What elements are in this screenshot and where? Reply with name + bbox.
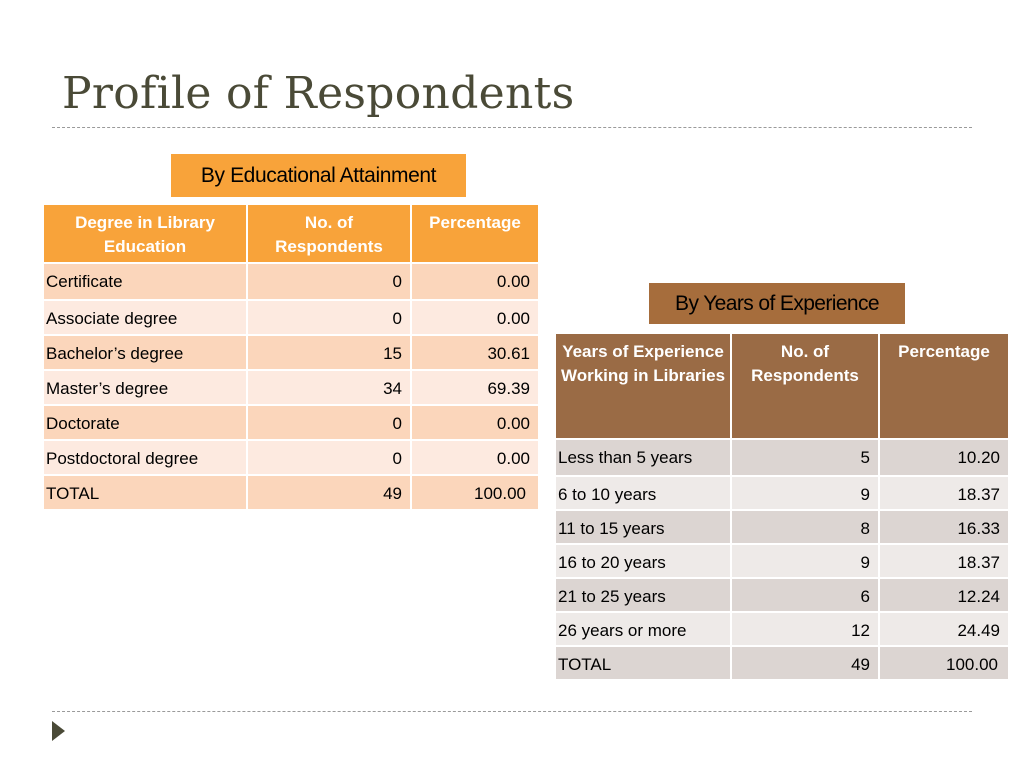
table-row-total xyxy=(43,475,539,510)
education-caption: By Educational Attainment xyxy=(171,154,466,197)
column-header-count: No. of Respondents xyxy=(731,333,879,439)
row-percentage: 100.00 xyxy=(879,646,1009,680)
row-percentage: 0.00 xyxy=(411,263,539,300)
table-row xyxy=(555,544,1009,578)
row-count: 9 xyxy=(731,476,879,510)
row-percentage: 18.37 xyxy=(879,476,1009,510)
row-label: 21 to 25 years xyxy=(555,578,731,612)
row-count: 0 xyxy=(247,263,411,300)
play-triangle-icon xyxy=(52,721,65,741)
experience-table xyxy=(554,332,1010,681)
table-row xyxy=(43,335,539,370)
row-label: Certificate xyxy=(43,263,247,300)
row-label: Postdoctoral degree xyxy=(43,440,247,475)
row-percentage: 30.61 xyxy=(411,335,539,370)
column-header-percentage: Percentage xyxy=(411,204,539,263)
row-percentage: 0.00 xyxy=(411,300,539,335)
column-header-percentage: Percentage xyxy=(879,333,1009,439)
row-count: 49 xyxy=(247,475,411,510)
column-header-count: No. of Respondents xyxy=(247,204,411,263)
row-label: TOTAL xyxy=(43,475,247,510)
table-row xyxy=(555,439,1009,476)
table-header-row xyxy=(43,204,539,263)
column-header-years: Years of Experience Working in Libraries xyxy=(555,333,731,439)
table-row xyxy=(555,578,1009,612)
table-row xyxy=(555,510,1009,544)
row-percentage: 0.00 xyxy=(411,405,539,440)
table-row xyxy=(43,300,539,335)
row-count: 9 xyxy=(731,544,879,578)
row-percentage: 24.49 xyxy=(879,612,1009,646)
footer-divider xyxy=(52,711,972,712)
row-count: 5 xyxy=(731,439,879,476)
slide-title: Profile of Respondents xyxy=(62,68,575,119)
table-row xyxy=(43,370,539,405)
table-row xyxy=(43,263,539,300)
row-count: 8 xyxy=(731,510,879,544)
row-count: 0 xyxy=(247,300,411,335)
table-row-total xyxy=(555,646,1009,680)
row-label: 16 to 20 years xyxy=(555,544,731,578)
row-count: 15 xyxy=(247,335,411,370)
row-percentage: 16.33 xyxy=(879,510,1009,544)
experience-caption: By Years of Experience xyxy=(649,283,905,324)
row-percentage: 18.37 xyxy=(879,544,1009,578)
row-count: 34 xyxy=(247,370,411,405)
education-table xyxy=(42,203,540,511)
column-header-degree: Degree in Library Education xyxy=(43,204,247,263)
table-row xyxy=(43,440,539,475)
row-count: 0 xyxy=(247,440,411,475)
row-percentage: 100.00 xyxy=(411,475,539,510)
row-label: 11 to 15 years xyxy=(555,510,731,544)
row-percentage: 0.00 xyxy=(411,440,539,475)
table-row xyxy=(555,612,1009,646)
row-label: 26 years or more xyxy=(555,612,731,646)
row-label: TOTAL xyxy=(555,646,731,680)
row-label: Associate degree xyxy=(43,300,247,335)
row-label: 6 to 10 years xyxy=(555,476,731,510)
row-label: Master’s degree xyxy=(43,370,247,405)
row-label: Bachelor’s degree xyxy=(43,335,247,370)
row-label: Doctorate xyxy=(43,405,247,440)
row-count: 12 xyxy=(731,612,879,646)
row-count: 6 xyxy=(731,578,879,612)
table-row xyxy=(555,476,1009,510)
title-divider xyxy=(52,127,972,128)
table-row xyxy=(43,405,539,440)
row-count: 0 xyxy=(247,405,411,440)
row-count: 49 xyxy=(731,646,879,680)
row-percentage: 12.24 xyxy=(879,578,1009,612)
row-percentage: 69.39 xyxy=(411,370,539,405)
table-header-row xyxy=(555,333,1009,439)
row-label: Less than 5 years xyxy=(555,439,731,476)
row-percentage: 10.20 xyxy=(879,439,1009,476)
